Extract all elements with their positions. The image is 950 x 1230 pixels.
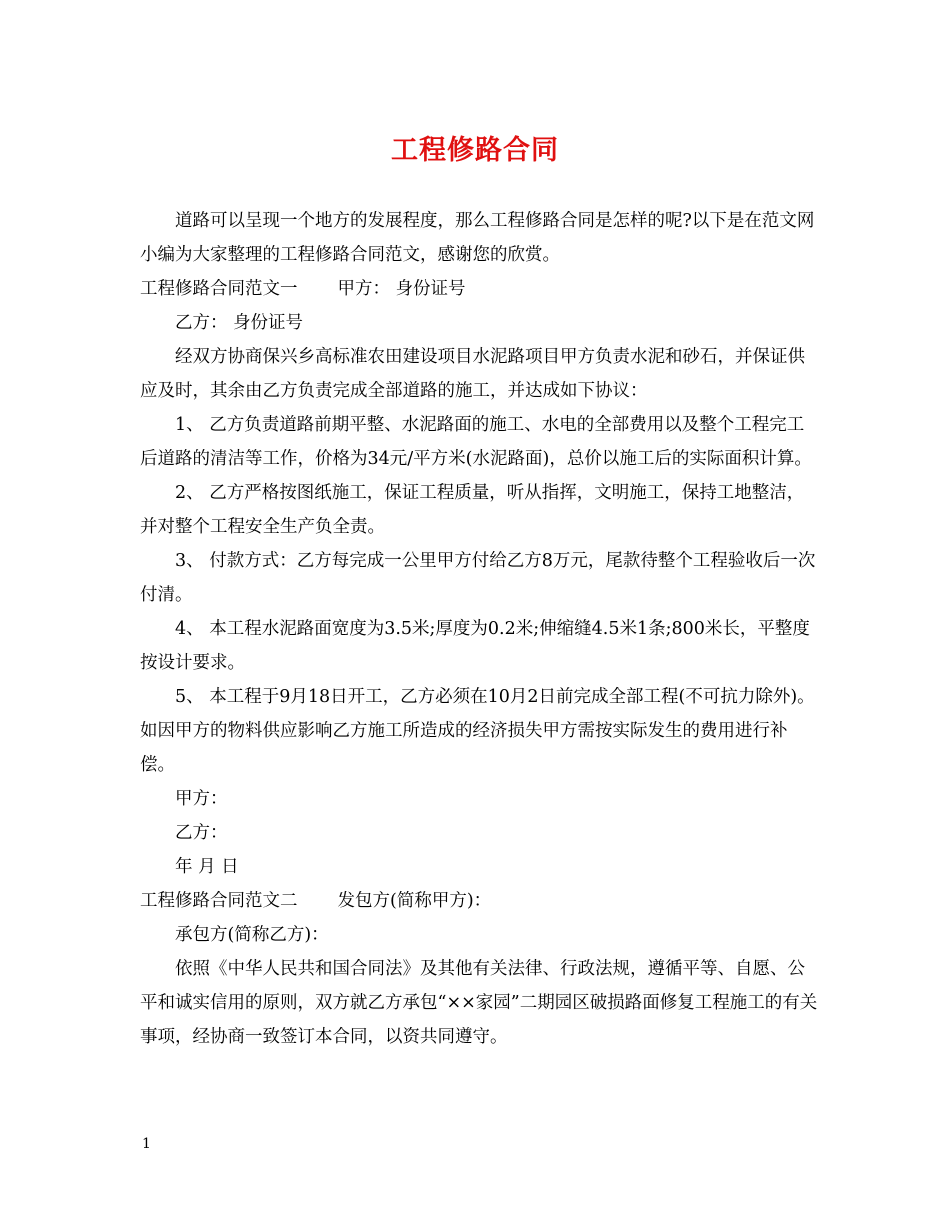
clause-1 xyxy=(140,408,820,476)
paragraph xyxy=(140,306,820,340)
paragraph-text: 年 月 日 xyxy=(175,857,239,877)
page-number: 1 xyxy=(142,1136,151,1152)
paragraph-text: 2、 乙方严格按图纸施工，保证工程质量，听从指挥，文明施工，保持工地整洁，并对整个工程安全生产负全责。 xyxy=(140,483,805,537)
clause-5 xyxy=(140,680,820,782)
clause-2 xyxy=(140,476,820,544)
clause-4 xyxy=(140,612,820,680)
document-title: 工程修路合同 xyxy=(391,135,559,166)
paragraph-text: 乙方： xyxy=(175,823,228,843)
paragraph-text: 承包方(简称乙方)： xyxy=(175,925,329,945)
signature-party-b xyxy=(140,816,820,850)
paragraph xyxy=(140,204,820,272)
paragraph-text: 3、 付款方式：乙方每完成一公里甲方付给乙方8万元，尾款待整个工程验收后一次付清。 xyxy=(140,551,816,605)
paragraph xyxy=(140,340,820,408)
document-body xyxy=(140,204,820,1054)
paragraph-text: 乙方： 身份证号 xyxy=(175,313,304,333)
paragraph-text: 经双方协商保兴乡高标准农田建设项目水泥路项目甲方负责水泥和砂石，并保证供应及时，其余由乙方负责完成全部道路的施工，并达成如下协议： xyxy=(140,347,805,401)
clause-3 xyxy=(140,544,820,612)
paragraph-text: 道路可以呈现一个地方的发展程度，那么工程修路合同是怎样的呢?以下是在范文网小编为大家整理的工程修路合同范文，感谢您的欣赏。 xyxy=(140,211,815,265)
paragraph-text: 甲方： 身份证号 xyxy=(337,279,466,299)
signature-date xyxy=(140,850,820,884)
paragraph-text: 4、 本工程水泥路面宽度为3.5米;厚度为0.2米;伸缩缝4.5米1条;800米长，平整度按设计要求。 xyxy=(140,619,810,673)
signature-party-a xyxy=(140,782,820,816)
paragraph xyxy=(140,952,820,1054)
paragraph xyxy=(140,884,820,918)
paragraph xyxy=(140,272,820,306)
paragraph-text: 发包方(简称甲方)： xyxy=(337,891,492,911)
paragraph-text: 1、 乙方负责道路前期平整、水泥路面的施工、水电的全部费用以及整个工程完工后道路的清洁等工作，价格为34元/平方米(水泥路面)，总价以施工后的实际面积计算。 xyxy=(140,415,812,469)
paragraph-text: 依照《中华人民共和国合同法》及其他有关法律、行政法规，遵循平等、自愿、公平和诚实信用的原则，双方就乙方承包“××家园”二期园区破损路面修复工程施工的有关事项，经协商一致签订本合同，以资共同遵守。 xyxy=(140,959,818,1047)
section-heading: 工程修路合同范文二 xyxy=(140,891,298,911)
paragraph xyxy=(140,918,820,952)
paragraph-text: 5、 本工程于9月18日开工，乙方必须在10月2日前完成全部工程(不可抗力除外)。如因甲方的物料供应影响乙方施工所造成的经济损失甲方需按实际发生的费用进行补偿。 xyxy=(140,687,815,775)
section-heading: 工程修路合同范文一 xyxy=(140,279,298,299)
paragraph-text: 甲方： xyxy=(175,789,228,809)
